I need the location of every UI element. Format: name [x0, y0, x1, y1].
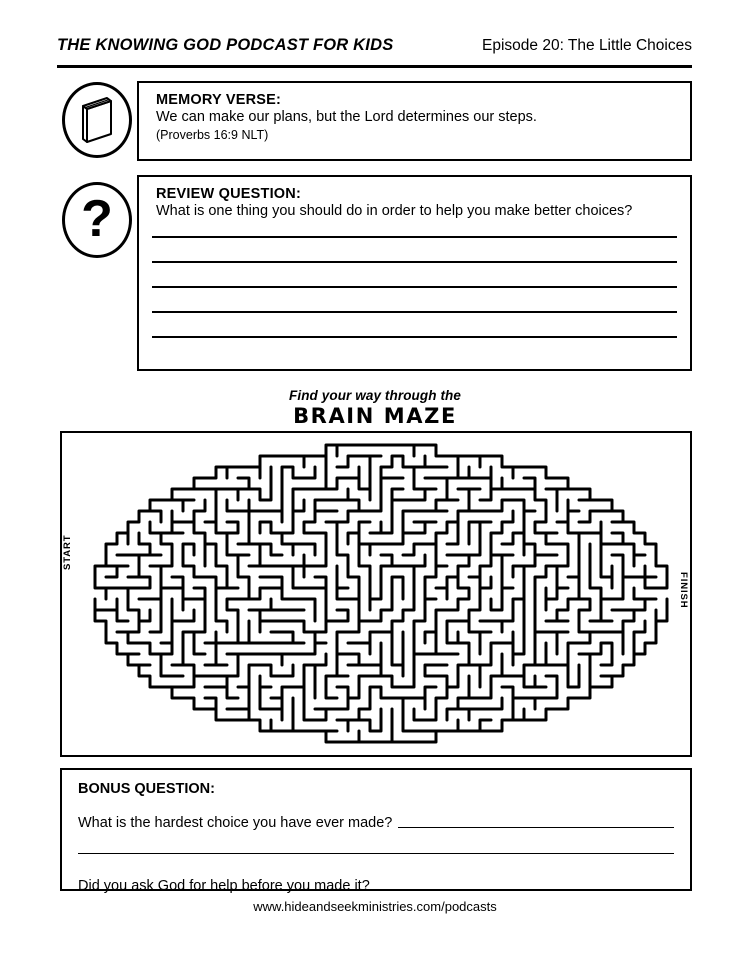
review-answer-lines[interactable] [152, 236, 677, 361]
review-question-text: What is one thing you should do in order to help you make better choices? [156, 203, 633, 219]
bonus-question-label: BONUS QUESTION: [78, 781, 215, 797]
episode-title: Episode 20: The Little Choices [482, 37, 692, 54]
maze-caption-title: BRAIN MAZE [293, 404, 457, 428]
memory-verse-box [137, 81, 692, 161]
header-divider [57, 65, 692, 68]
memory-verse-label: MEMORY VERSE: [156, 92, 282, 108]
maze-graphic [62, 433, 690, 755]
bonus-question-1: What is the hardest choice you have ever made? [78, 815, 393, 831]
answer-line[interactable] [152, 311, 677, 313]
bonus-answer-line-1[interactable] [398, 827, 674, 828]
memory-verse-text: We can make our plans, but the Lord determines our steps. [156, 109, 537, 125]
answer-line[interactable] [152, 261, 677, 263]
podcast-title: THE KNOWING GOD PODCAST FOR KIDS [57, 36, 394, 54]
maze-start-label: START [62, 534, 73, 570]
bonus-question-box [60, 768, 692, 895]
page-header [57, 36, 692, 66]
footer-url: www.hideandseekministries.com/podcasts [253, 899, 497, 914]
memory-verse-reference: (Proverbs 16:9 NLT) [156, 128, 269, 143]
answer-line[interactable] [152, 286, 677, 288]
question-mark-icon [62, 182, 132, 258]
review-question-label: REVIEW QUESTION: [156, 186, 301, 202]
answer-line[interactable] [152, 236, 677, 238]
bonus-question-2: Did you ask God for help before you made it? [78, 878, 370, 895]
maze-caption [0, 388, 750, 428]
maze-finish-label: FINISH [678, 572, 689, 609]
book-icon [62, 82, 132, 158]
bonus-answer-line-3[interactable] [376, 890, 674, 891]
question-mark-glyph: ? [81, 190, 113, 248]
maze-caption-small: Find your way through the [289, 388, 461, 403]
bonus-answer-line-2[interactable] [78, 853, 674, 854]
answer-line[interactable] [152, 336, 677, 338]
